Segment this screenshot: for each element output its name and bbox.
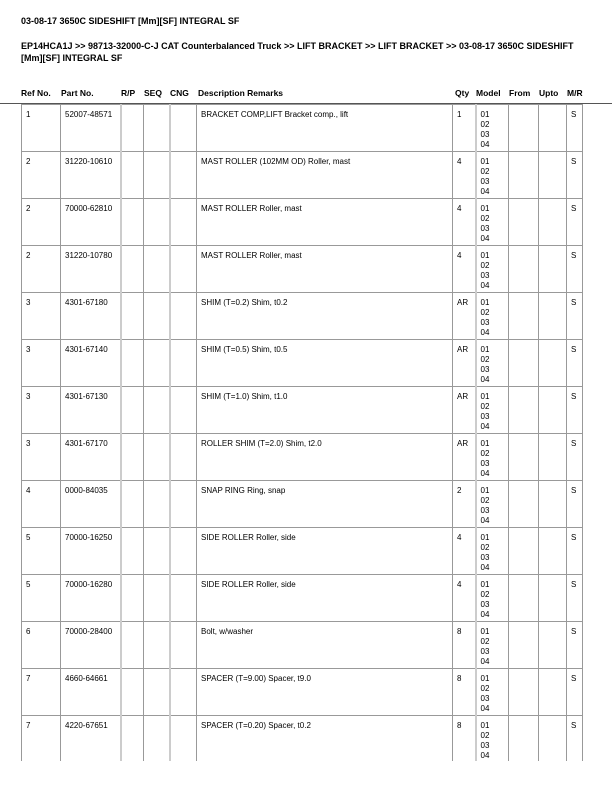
model-code: 04 [480, 516, 490, 525]
from-cell [509, 481, 539, 528]
rp-cell [121, 199, 144, 246]
ref-cell: 2 [22, 246, 61, 293]
header-mr: M/R [567, 88, 583, 98]
upto-cell [539, 716, 567, 762]
table-row [22, 434, 583, 481]
parts-table [21, 104, 583, 761]
header-qty: Qty [455, 88, 470, 98]
header-upto: Upto [539, 88, 559, 98]
part-no-cell: 4301-67180 [61, 293, 121, 340]
model-cell [476, 528, 509, 575]
description-cell: SHIM (T=1.0) Shim, t1.0 [197, 387, 453, 434]
model-code: 01 [480, 486, 490, 495]
page-title: 03-08-17 3650C SIDESHIFT [Mm][SF] INTEGRAL SF [21, 16, 240, 26]
rp-cell [121, 340, 144, 387]
model-cell [476, 199, 509, 246]
description-cell: SHIM (T=0.5) Shim, t0.5 [197, 340, 453, 387]
rp-cell [121, 105, 144, 152]
model-code: 04 [480, 610, 490, 619]
model-code: 02 [480, 731, 490, 740]
rp-cell [121, 669, 144, 716]
from-cell [509, 340, 539, 387]
description-cell: SPACER (T=9.00) Spacer, t9.0 [197, 669, 453, 716]
upto-cell [539, 528, 567, 575]
cng-cell [170, 622, 197, 669]
description-cell: SNAP RING Ring, snap [197, 481, 453, 528]
model-cell [476, 152, 509, 199]
seq-cell [144, 199, 170, 246]
mr-cell: S [567, 246, 583, 293]
model-code: 01 [480, 345, 490, 354]
model-code: 04 [480, 328, 490, 337]
part-no-cell: 70000-16280 [61, 575, 121, 622]
cng-cell [170, 575, 197, 622]
from-cell [509, 293, 539, 340]
model-code: 04 [480, 234, 490, 243]
seq-cell [144, 387, 170, 434]
rp-cell [121, 622, 144, 669]
model-code: 01 [480, 627, 490, 636]
table-row [22, 481, 583, 528]
cng-cell [170, 199, 197, 246]
header-desc: Description Remarks [198, 88, 284, 98]
qty-cell: AR [453, 340, 476, 387]
model-code: 04 [480, 704, 490, 713]
part-no-cell: 4301-67170 [61, 434, 121, 481]
qty-cell: 8 [453, 716, 476, 762]
model-cell [476, 669, 509, 716]
table-row [22, 387, 583, 434]
rp-cell [121, 434, 144, 481]
mr-cell: S [567, 434, 583, 481]
from-cell [509, 152, 539, 199]
model-code: 01 [480, 674, 490, 683]
description-cell: MAST ROLLER Roller, mast [197, 199, 453, 246]
from-cell [509, 199, 539, 246]
seq-cell [144, 716, 170, 762]
upto-cell [539, 293, 567, 340]
rp-cell [121, 246, 144, 293]
cng-cell [170, 387, 197, 434]
model-code: 03 [480, 130, 490, 139]
model-code: 04 [480, 187, 490, 196]
from-cell [509, 387, 539, 434]
model-code: 03 [480, 412, 490, 421]
model-code: 01 [480, 251, 490, 260]
ref-cell: 3 [22, 340, 61, 387]
ref-cell: 7 [22, 669, 61, 716]
model-code: 01 [480, 110, 490, 119]
model-code: 01 [480, 392, 490, 401]
from-cell [509, 246, 539, 293]
cng-cell [170, 669, 197, 716]
upto-cell [539, 622, 567, 669]
cng-cell [170, 246, 197, 293]
mr-cell: S [567, 528, 583, 575]
ref-cell: 5 [22, 528, 61, 575]
model-code: 02 [480, 261, 490, 270]
table-row [22, 340, 583, 387]
part-no-cell: 4301-67130 [61, 387, 121, 434]
seq-cell [144, 293, 170, 340]
ref-cell: 2 [22, 152, 61, 199]
model-code: 03 [480, 365, 490, 374]
model-code: 04 [480, 422, 490, 431]
header-ref: Ref No. [21, 88, 51, 98]
upto-cell [539, 669, 567, 716]
model-code: 02 [480, 308, 490, 317]
header-seq: SEQ [144, 88, 162, 98]
seq-cell [144, 105, 170, 152]
ref-cell: 3 [22, 434, 61, 481]
part-no-cell: 0000-84035 [61, 481, 121, 528]
seq-cell [144, 481, 170, 528]
description-cell: MAST ROLLER Roller, mast [197, 246, 453, 293]
upto-cell [539, 481, 567, 528]
model-code: 04 [480, 751, 490, 760]
upto-cell [539, 152, 567, 199]
header-rp: R/P [121, 88, 136, 98]
table-row [22, 669, 583, 716]
ref-cell: 4 [22, 481, 61, 528]
description-cell: SIDE ROLLER Roller, side [197, 575, 453, 622]
qty-cell: 2 [453, 481, 476, 528]
from-cell [509, 716, 539, 762]
rp-cell [121, 528, 144, 575]
model-code: 01 [480, 721, 490, 730]
from-cell [509, 622, 539, 669]
model-code: 02 [480, 590, 490, 599]
table-row [22, 622, 583, 669]
model-code: 04 [480, 563, 490, 572]
model-cell [476, 716, 509, 762]
seq-cell [144, 434, 170, 481]
cng-cell [170, 105, 197, 152]
rp-cell [121, 575, 144, 622]
cng-cell [170, 481, 197, 528]
model-code: 02 [480, 637, 490, 646]
header-from: From [509, 88, 531, 98]
ref-cell: 6 [22, 622, 61, 669]
rp-cell [121, 716, 144, 762]
model-code: 03 [480, 647, 490, 656]
model-cell [476, 434, 509, 481]
model-cell [476, 246, 509, 293]
mr-cell: S [567, 105, 583, 152]
part-no-cell: 70000-62810 [61, 199, 121, 246]
mr-cell: S [567, 199, 583, 246]
seq-cell [144, 152, 170, 199]
qty-cell: 4 [453, 528, 476, 575]
qty-cell: 4 [453, 152, 476, 199]
rp-cell [121, 387, 144, 434]
table-row [22, 105, 583, 152]
model-code: 04 [480, 375, 490, 384]
mr-cell: S [567, 669, 583, 716]
upto-cell [539, 340, 567, 387]
upto-cell [539, 434, 567, 481]
model-code: 02 [480, 214, 490, 223]
model-cell [476, 622, 509, 669]
ref-cell: 1 [22, 105, 61, 152]
qty-cell: AR [453, 387, 476, 434]
seq-cell [144, 528, 170, 575]
table-row [22, 152, 583, 199]
model-code: 02 [480, 355, 490, 364]
model-cell [476, 293, 509, 340]
model-code: 01 [480, 439, 490, 448]
table-row [22, 716, 583, 762]
model-code: 04 [480, 469, 490, 478]
model-code: 03 [480, 459, 490, 468]
model-code: 02 [480, 120, 490, 129]
ref-cell: 2 [22, 199, 61, 246]
model-code: 01 [480, 533, 490, 542]
qty-cell: 4 [453, 246, 476, 293]
part-no-cell: 70000-28400 [61, 622, 121, 669]
part-no-cell: 31220-10780 [61, 246, 121, 293]
model-code: 02 [480, 402, 490, 411]
part-no-cell: 52007-48571 [61, 105, 121, 152]
mr-cell: S [567, 293, 583, 340]
qty-cell: 4 [453, 199, 476, 246]
qty-cell: 8 [453, 669, 476, 716]
seq-cell [144, 575, 170, 622]
header-model: Model [476, 88, 501, 98]
model-code: 01 [480, 580, 490, 589]
mr-cell: S [567, 152, 583, 199]
model-code: 03 [480, 741, 490, 750]
model-cell [476, 340, 509, 387]
description-cell: SPACER (T=0.20) Spacer, t0.2 [197, 716, 453, 762]
model-code: 03 [480, 224, 490, 233]
cng-cell [170, 340, 197, 387]
from-cell [509, 528, 539, 575]
upto-cell [539, 387, 567, 434]
model-code: 02 [480, 167, 490, 176]
model-code: 03 [480, 318, 490, 327]
from-cell [509, 105, 539, 152]
model-code: 04 [480, 140, 490, 149]
mr-cell: S [567, 481, 583, 528]
upto-cell [539, 199, 567, 246]
rp-cell [121, 481, 144, 528]
from-cell [509, 434, 539, 481]
ref-cell: 3 [22, 293, 61, 340]
model-cell [476, 481, 509, 528]
qty-cell: 8 [453, 622, 476, 669]
description-cell: ROLLER SHIM (T=2.0) Shim, t2.0 [197, 434, 453, 481]
rp-cell [121, 152, 144, 199]
part-no-cell: 4220-67651 [61, 716, 121, 762]
model-code: 02 [480, 543, 490, 552]
table-row [22, 246, 583, 293]
model-code: 03 [480, 553, 490, 562]
seq-cell [144, 246, 170, 293]
part-no-cell: 31220-10610 [61, 152, 121, 199]
ref-cell: 3 [22, 387, 61, 434]
seq-cell [144, 622, 170, 669]
description-cell: SHIM (T=0.2) Shim, t0.2 [197, 293, 453, 340]
description-cell: MAST ROLLER (102MM OD) Roller, mast [197, 152, 453, 199]
model-cell [476, 105, 509, 152]
qty-cell: AR [453, 434, 476, 481]
model-code: 02 [480, 684, 490, 693]
model-code: 01 [480, 298, 490, 307]
seq-cell [144, 669, 170, 716]
mr-cell: S [567, 716, 583, 762]
model-code: 04 [480, 657, 490, 666]
model-code: 04 [480, 281, 490, 290]
qty-cell: 4 [453, 575, 476, 622]
mr-cell: S [567, 387, 583, 434]
model-code: 01 [480, 204, 490, 213]
seq-cell [144, 340, 170, 387]
model-code: 02 [480, 449, 490, 458]
description-cell: Bolt, w/washer [197, 622, 453, 669]
rp-cell [121, 293, 144, 340]
table-row [22, 575, 583, 622]
model-cell [476, 387, 509, 434]
cng-cell [170, 716, 197, 762]
mr-cell: S [567, 622, 583, 669]
from-cell [509, 669, 539, 716]
upto-cell [539, 246, 567, 293]
qty-cell: AR [453, 293, 476, 340]
model-code: 02 [480, 496, 490, 505]
part-no-cell: 4660-64661 [61, 669, 121, 716]
model-code: 03 [480, 694, 490, 703]
mr-cell: S [567, 340, 583, 387]
model-cell [476, 575, 509, 622]
breadcrumb: EP14HCA1J >> 98713-32000-C-J CAT Counterbalanced Truck >> LIFT BRACKET >> LIFT BRACKET >> 03-08-17 3650C SIDESHIFT [Mm][SF] INTEGRAL SF [21, 41, 574, 63]
mr-cell: S [567, 575, 583, 622]
part-no-cell: 70000-16250 [61, 528, 121, 575]
upto-cell [539, 105, 567, 152]
model-code: 03 [480, 177, 490, 186]
ref-cell: 7 [22, 716, 61, 762]
model-code: 03 [480, 271, 490, 280]
cng-cell [170, 434, 197, 481]
model-code: 03 [480, 506, 490, 515]
description-cell: BRACKET COMP,LIFT Bracket comp., lift [197, 105, 453, 152]
table-row [22, 528, 583, 575]
upto-cell [539, 575, 567, 622]
cng-cell [170, 293, 197, 340]
model-code: 03 [480, 600, 490, 609]
ref-cell: 5 [22, 575, 61, 622]
from-cell [509, 575, 539, 622]
model-code: 01 [480, 157, 490, 166]
header-part: Part No. [61, 88, 94, 98]
cng-cell [170, 528, 197, 575]
table-row [22, 293, 583, 340]
part-no-cell: 4301-67140 [61, 340, 121, 387]
qty-cell: 1 [453, 105, 476, 152]
description-cell: SIDE ROLLER Roller, side [197, 528, 453, 575]
header-cng: CNG [170, 88, 189, 98]
table-row [22, 199, 583, 246]
cng-cell [170, 152, 197, 199]
